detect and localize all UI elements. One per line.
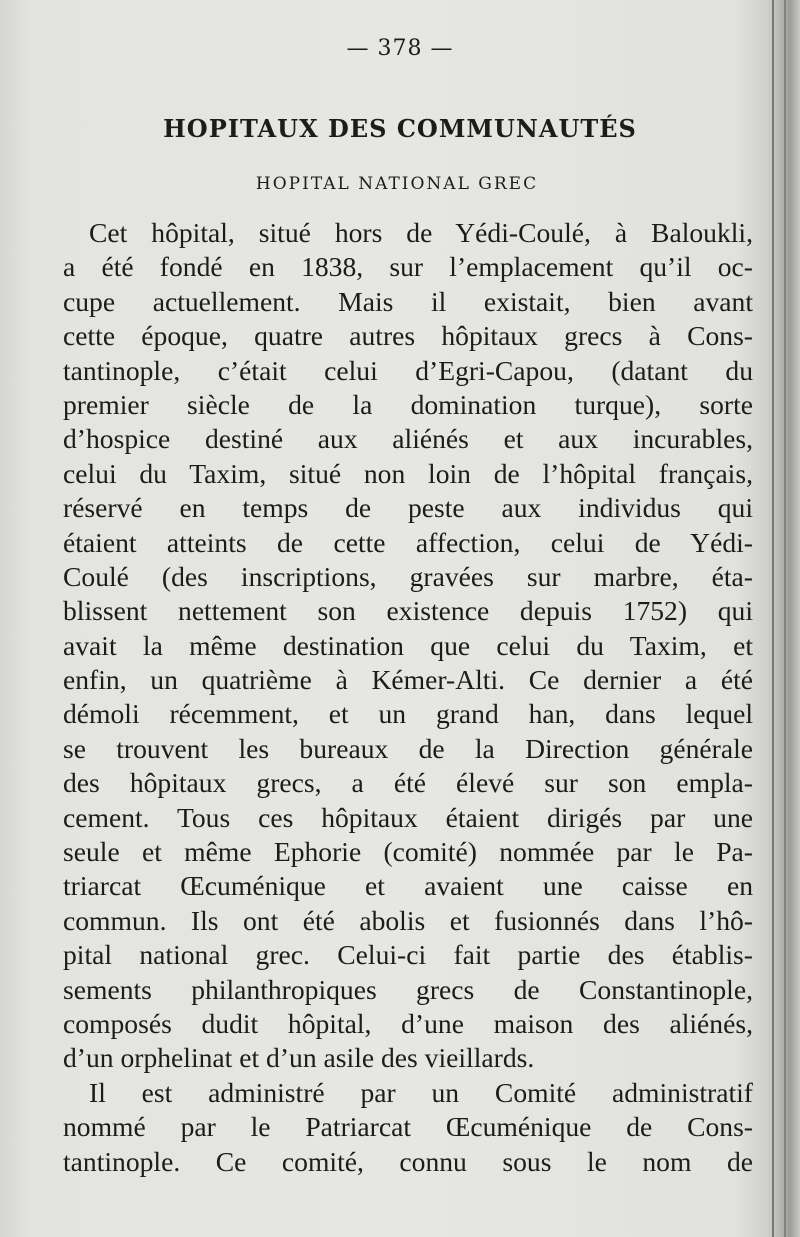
text-line: Cet hôpital, situé hors de Yédi-Coulé, à Baloukli,	[89, 217, 753, 248]
text-line: d’hospice destiné aux aliénés et aux incurables,	[63, 423, 753, 455]
text-line: blissent nettement son existence depuis 1752) qui	[63, 595, 753, 627]
text-line: commun. Ils ont été abolis et fusionnés dans l’hô-	[63, 904, 753, 936]
text-line: premier siècle de la domination turque), sorte	[63, 388, 753, 420]
text-line: a été fondé en 1838, sur l’emplacement qu’il oc-	[63, 251, 753, 283]
text-line: seule et même Ephorie (comité) nommée par le Pa-	[63, 836, 753, 868]
page-number: — 378 —	[346, 36, 454, 61]
text-line: des hôpitaux grecs, a été élevé sur son empla-	[63, 767, 753, 799]
section-title: HOPITAUX DES COMMUNAUTÉS	[163, 114, 637, 143]
section-subtitle: HOPITAL NATIONAL GREC	[255, 174, 539, 194]
text-line: Il est administré par un Comité administratif	[89, 1076, 753, 1108]
text-line: celui du Taxim, situé non loin de l’hôpital français,	[63, 457, 753, 489]
text-line: réservé en temps de peste aux individus qui	[63, 492, 753, 524]
text-line: avait la même destination que celui du Taxim, et	[63, 629, 753, 661]
text-line: cement. Tous ces hôpitaux étaient dirigés par une	[63, 801, 753, 833]
text-line: tantinople, c’était celui d’Egri-Capou, (datant du	[63, 354, 753, 386]
text-line: démoli récemment, et un grand han, dans lequel	[63, 698, 753, 730]
text-line: triarcat Œcuménique et avaient une caisse en	[63, 870, 753, 902]
text-line: tantinople. Ce comité, connu sous le nom de	[63, 1145, 753, 1177]
text-line: Coulé (des inscriptions, gravées sur marbre, éta-	[63, 560, 753, 592]
text-line: étaient atteints de cette affection, celui de Yédi-	[63, 526, 753, 558]
body-text	[63, 216, 753, 1179]
text-line: sements philanthropiques grecs de Constantinople,	[63, 973, 753, 1005]
paragraph	[63, 1076, 753, 1179]
text-line: enfin, un quatrième à Kémer-Alti. Ce dernier a été	[63, 664, 753, 696]
text-line: cette époque, quatre autres hôpitaux grecs à Cons-	[63, 320, 753, 352]
text-line: cupe actuellement. Mais il existait, bien avant	[63, 285, 753, 317]
text-line: nommé par le Patriarcat Œcuménique de Cons-	[63, 1111, 753, 1143]
paragraph	[63, 216, 753, 1076]
text-line: se trouvent les bureaux de la Direction générale	[63, 732, 753, 764]
text-line: d’un orphelinat et d’un asile des vieillards.	[63, 1042, 535, 1074]
text-line: composés dudit hôpital, d’une maison des aliénés,	[63, 1007, 753, 1039]
text-line: pital national grec. Celui-ci fait partie des établis-	[63, 939, 753, 971]
